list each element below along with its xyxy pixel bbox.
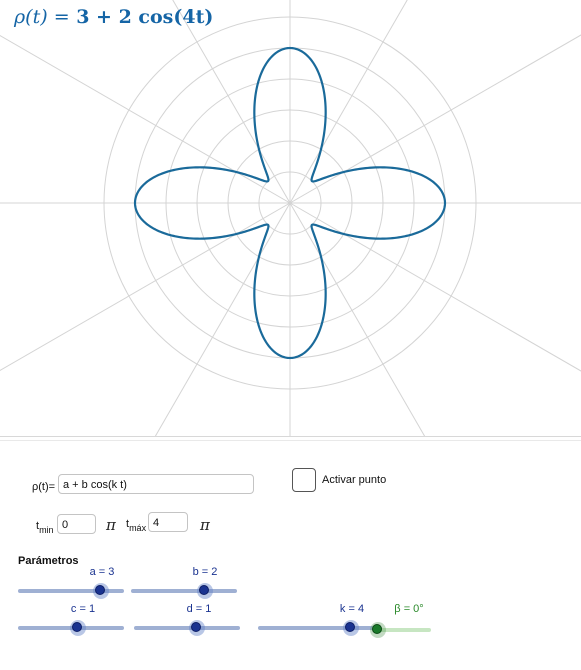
slider-d[interactable] [134,620,240,636]
grid-ray [0,0,290,203]
formula-expression: 3 + 2 cos(4t) [69,6,214,28]
formula-equals: = [53,6,70,28]
slider-beta[interactable] [378,622,431,638]
slider-beta-label: β = 0° [394,603,424,615]
formula-rho: ρ [14,6,26,28]
tmax-main: t [126,518,130,530]
divider [0,436,581,437]
tmax-input[interactable]: 4 [148,512,188,532]
pi-symbol: π [200,516,210,534]
tmax-sub: máx [129,523,147,533]
slider-c-knob[interactable] [70,620,86,636]
slider-d-label: d = 1 [186,603,212,615]
slider-k-label: k = 4 [339,603,365,615]
slider-track[interactable] [134,626,240,630]
tmin-sub: min [39,525,54,535]
formula-t: t [32,6,41,28]
curve-formula: ρ(t) = 3 + 2 cos(4t) [14,6,214,28]
grid-ray [0,0,290,203]
slider-a-label: a = 3 [89,566,115,578]
slider-k-knob[interactable] [343,620,359,636]
divider [0,440,581,441]
grid-ray [290,0,581,203]
slider-c[interactable] [18,620,124,636]
slider-a-knob[interactable] [93,583,109,599]
activar-punto-label: Activar punto [322,474,387,486]
tmax-label [126,518,147,533]
pi-symbol: π [106,516,116,534]
tmin-main: t [36,520,40,532]
slider-d-knob[interactable] [189,620,205,636]
slider-beta-knob[interactable] [370,622,386,638]
parametros-title: Parámetros [18,555,79,567]
slider-c-label: c = 1 [70,603,96,615]
slider-track[interactable] [131,589,237,593]
tmin-input[interactable]: 0 [57,514,96,534]
tmin-label [36,520,54,535]
slider-b-label: b = 2 [192,566,218,578]
grid-ray [290,0,581,203]
activar-punto-checkbox[interactable] [292,468,316,492]
slider-k[interactable] [258,620,374,636]
slider-b[interactable] [131,583,237,599]
expression-input[interactable]: a + b cos(k t) [58,474,254,494]
slider-a[interactable] [18,583,124,599]
rho-label: ρ(t)= [32,481,56,493]
slider-b-knob[interactable] [197,583,213,599]
